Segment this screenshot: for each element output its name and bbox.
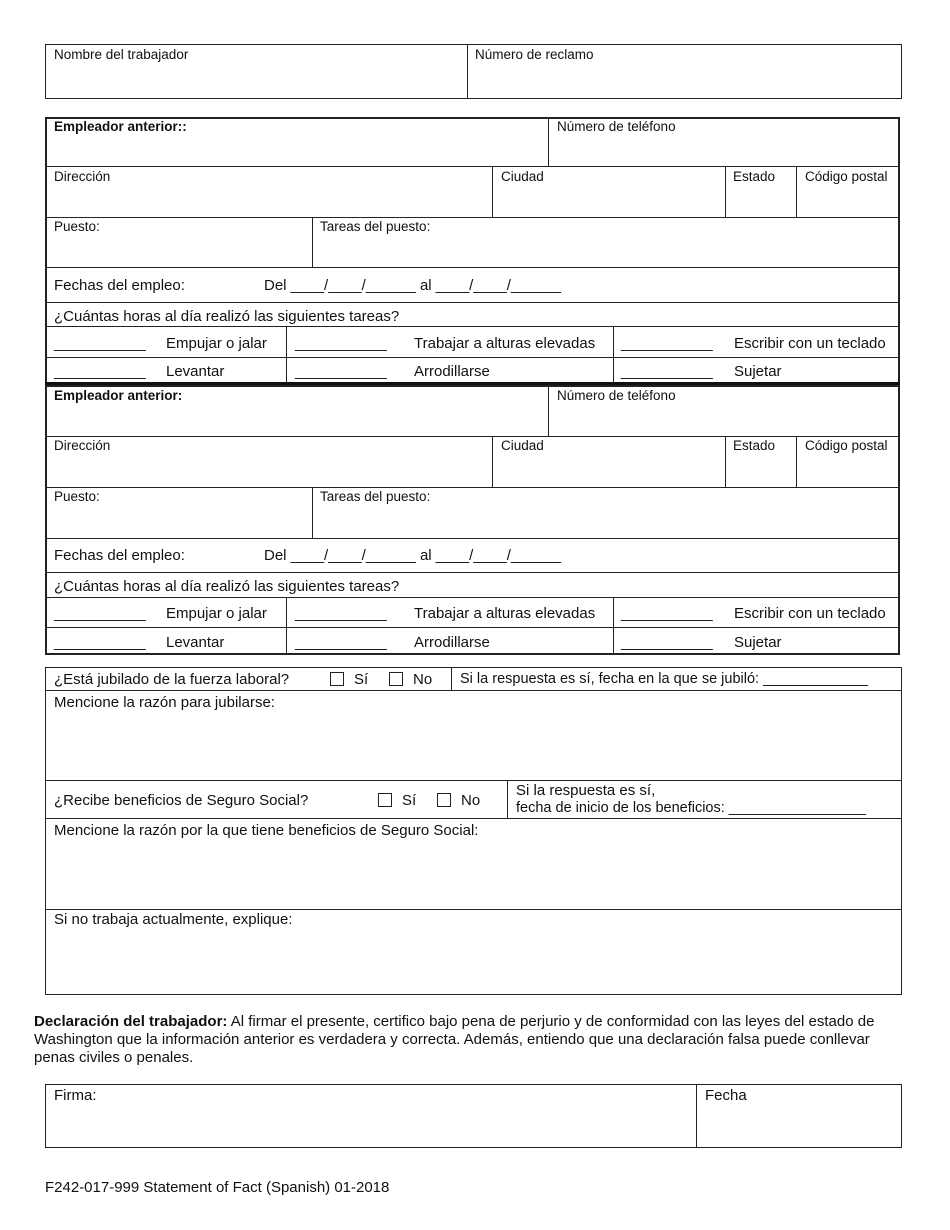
employer-1-state-label: Estado [733, 169, 776, 184]
employer-1-blank-keyboard[interactable]: ___________ [621, 335, 713, 352]
worker-name-label: Nombre del trabajador [54, 47, 189, 62]
employer-1-task-kneel: Arrodillarse [414, 363, 490, 380]
employer-2-hours-question: ¿Cuántas horas al día realizó las siguientes tareas? [54, 578, 400, 595]
signature-label: Firma: [54, 1087, 97, 1104]
employer-1-blank-grip[interactable]: ___________ [621, 363, 713, 380]
retirement-reason-label: Mencione la razón para jubilarse: [54, 694, 275, 711]
retired-question: ¿Está jubilado de la fuerza laboral? [54, 671, 290, 688]
employer-2-position-label: Puesto: [54, 489, 100, 504]
employer-1-blank-push[interactable]: ___________ [54, 335, 146, 352]
employer-2-blank-kneel[interactable]: ___________ [295, 634, 387, 651]
employer-2-dates-label: Fechas del empleo: [54, 547, 185, 564]
ss-yes-checkbox[interactable] [378, 793, 392, 807]
employer-2-duties-label: Tareas del puesto: [320, 489, 431, 504]
retired-yes-label: Sí [354, 671, 369, 688]
employer-2-blank-keyboard[interactable]: ___________ [621, 605, 713, 622]
employer-2-task-grip: Sujetar [734, 634, 782, 651]
employer-1-label: Empleador anterior:: [54, 119, 187, 134]
signature-field[interactable] [46, 1105, 695, 1147]
employer-1-hours-question: ¿Cuántas horas al día realizó las siguientes tareas? [54, 308, 400, 325]
employer-1-city-label: Ciudad [501, 169, 544, 184]
employer-1-position-label: Puesto: [54, 219, 100, 234]
not-working-field[interactable] [46, 930, 901, 994]
employer-1-task-lift: Levantar [166, 363, 225, 380]
worker-declaration [34, 1013, 912, 1067]
employer-2-task-kneel: Arrodillarse [414, 634, 490, 651]
employer-2-phone-label: Número de teléfono [557, 388, 676, 403]
employer-2-task-push: Empujar o jalar [166, 605, 267, 622]
claim-number-label: Número de reclamo [475, 47, 594, 62]
form-id: F242-017-999 Statement of Fact (Spanish) 01-2018 [45, 1179, 390, 1196]
employer-2-task-heights: Trabajar a alturas elevadas [414, 605, 596, 622]
employer-2-state-label: Estado [733, 438, 776, 453]
employer-2-address-label: Dirección [54, 438, 111, 453]
employer-2-dates-field[interactable]: Del ____/____/______ al ____/____/______ [264, 547, 561, 564]
employer-2-label: Empleador anterior: [54, 388, 183, 403]
worker-name-field[interactable] [46, 64, 466, 98]
date-label: Fecha [705, 1087, 747, 1104]
employer-2-blank-lift[interactable]: ___________ [54, 634, 146, 651]
employer-1-duties-label: Tareas del puesto: [320, 219, 431, 234]
employer-2-blank-push[interactable]: ___________ [54, 605, 146, 622]
ss-reason-label: Mencione la razón por la que tiene beneficios de Seguro Social: [54, 822, 479, 839]
retired-date-field[interactable]: Si la respuesta es sí, fecha en la que se jubiló: _____________ [460, 671, 868, 687]
employer-2-city-label: Ciudad [501, 438, 544, 453]
employer-1-zip-label: Código postal [805, 169, 888, 184]
employer-2-task-lift: Levantar [166, 634, 225, 651]
declaration-title: Declaración del trabajador: [34, 1013, 228, 1030]
ss-no-label: No [461, 792, 481, 809]
social-security-question: ¿Recibe beneficios de Seguro Social? [54, 792, 309, 809]
ss-reason-field[interactable] [46, 840, 901, 908]
employer-1-blank-kneel[interactable]: ___________ [295, 363, 387, 380]
employer-1-task-heights: Trabajar a alturas elevadas [414, 335, 596, 352]
employer-1-dates-field[interactable]: Del ____/____/______ al ____/____/______ [264, 277, 561, 294]
retired-no-checkbox[interactable] [389, 672, 403, 686]
not-working-label: Si no trabaja actualmente, explique: [54, 911, 293, 928]
employer-2-blank-heights[interactable]: ___________ [295, 605, 387, 622]
ss-no-checkbox[interactable] [437, 793, 451, 807]
retirement-reason-field[interactable] [46, 712, 901, 779]
employer-2-task-keyboard: Escribir con un teclado [734, 605, 886, 622]
employer-1-phone-label: Número de teléfono [557, 119, 676, 134]
ss-start-date-field[interactable]: fecha de inicio de los beneficios: _________________ [516, 800, 866, 816]
employer-1-task-push: Empujar o jalar [166, 335, 267, 352]
claim-number-field[interactable] [468, 64, 901, 98]
employer-1-blank-heights[interactable]: ___________ [295, 335, 387, 352]
declaration-text: Al firmar el presente, certifico bajo pena de perjurio y de conformidad con las leyes del estado de Washington que la información anterior es verdadera y correcta. Además, entiendo que una declaración falsa puede conllevar penas civiles o penales. [34, 1013, 875, 1066]
employer-2-zip-label: Código postal [805, 438, 888, 453]
ss-yes-label: Sí [402, 792, 417, 809]
employer-1-task-keyboard: Escribir con un teclado [734, 335, 886, 352]
retired-no-label: No [413, 671, 433, 688]
ss-if-yes-line1: Si la respuesta es sí, [516, 782, 656, 799]
employer-1-dates-label: Fechas del empleo: [54, 277, 185, 294]
retired-yes-checkbox[interactable] [330, 672, 344, 686]
employer-1-task-grip: Sujetar [734, 363, 782, 380]
employer-2-blank-grip[interactable]: ___________ [621, 634, 713, 651]
date-field[interactable] [697, 1105, 901, 1147]
employer-1-blank-lift[interactable]: ___________ [54, 363, 146, 380]
employer-1-address-label: Dirección [54, 169, 111, 184]
